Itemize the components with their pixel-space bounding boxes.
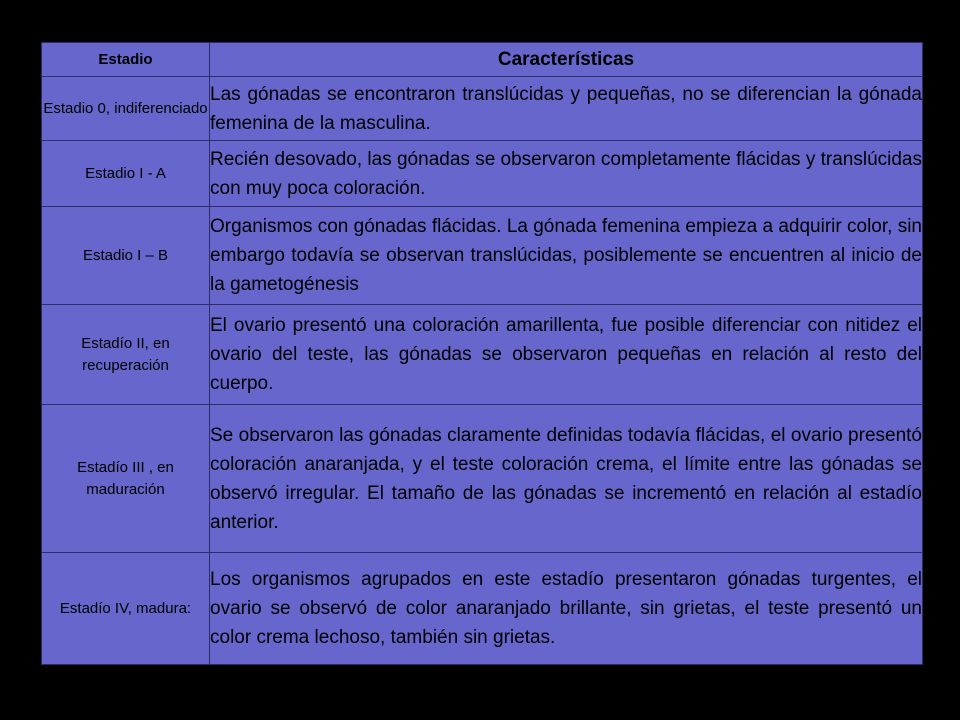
table-row	[42, 141, 923, 207]
stage-description: Organismos con gónadas flácidas. La gónada femenina empieza a adquirir color, sin embargo todavía se observan translúcidas, posiblemente se encuentren al inicio de la gametogénesis	[210, 207, 923, 305]
stage-name: Estadío III , en maduración	[42, 405, 210, 553]
stage-description: Las gónadas se encontraron translúcidas y pequeñas, no se diferencian la gónada femenina de la masculina.	[210, 77, 923, 141]
table-header-row	[42, 43, 923, 77]
stage-description: Los organismos agrupados en este estadío presentaron gónadas turgentes, el ovario se observó de color anaranjado brillante, sin grietas, el teste presentó un color crema lechoso, también sin grietas.	[210, 553, 923, 665]
header-stage: Estadio	[42, 43, 210, 77]
stage-name: Estadio 0, indiferenciado	[42, 77, 210, 141]
stage-name: Estadío II, en recuperación	[42, 305, 210, 405]
stage-name: Estadio I – B	[42, 207, 210, 305]
stage-description: Recién desovado, las gónadas se observaron completamente flácidas y translúcidas con muy poca coloración.	[210, 141, 923, 207]
header-characteristics: Características	[210, 43, 923, 77]
table-row	[42, 405, 923, 553]
stage-name: Estadio I - A	[42, 141, 210, 207]
table-row	[42, 305, 923, 405]
gonad-stages-table	[41, 42, 923, 665]
stage-name: Estadío IV, madura:	[42, 553, 210, 665]
stage-description: El ovario presentó una coloración amarillenta, fue posible diferenciar con nitidez el ovario del teste, las gónadas se observaron pequeñas en relación al resto del cuerpo.	[210, 305, 923, 405]
table-row	[42, 553, 923, 665]
table-row	[42, 207, 923, 305]
stage-description: Se observaron las gónadas claramente definidas todavía flácidas, el ovario presentó coloración anaranjada, y el teste coloración crema, el límite entre las gónadas se observó irregular. El tamaño de las gónadas se incrementó en relación al estadío anterior.	[210, 405, 923, 553]
table-row	[42, 77, 923, 141]
